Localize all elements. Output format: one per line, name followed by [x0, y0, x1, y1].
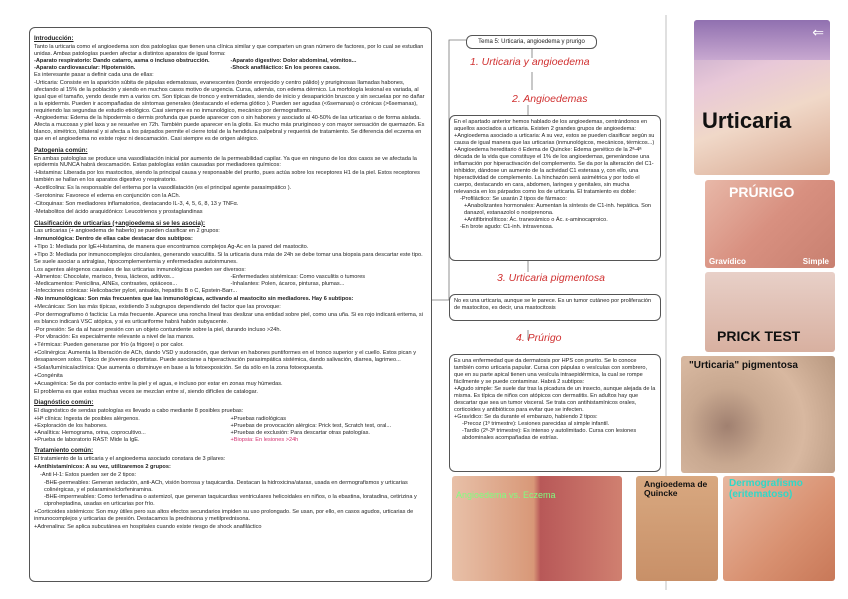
agente-medicamentos: -Medicamentos: Penicilina, AINEs, contrastes, opiáceos... [34, 281, 178, 288]
pigmentosa-image [681, 356, 835, 473]
patogenia-citoquinas: -Citoquinas: Son mediadores inflamatorios, destacando IL-3, 4, 5, 6, 8, 13 y TNFα. [34, 200, 239, 207]
pigmentosa-box [449, 294, 661, 321]
agente-alimentos: -Alimentos: Chocolate, marisco, fresa, lácteos, aditivos... [34, 274, 175, 281]
diag-exclusion: +Pruebas de exclusión: Para descartar otras patologías. [230, 429, 370, 436]
diag-rast: +Prueba de laboratorio RAST: Mide la IgE. [34, 436, 140, 443]
prurigo-tardio: -Tardío (2º-3º trimestre): Es intenso y autolimitado. Cursa con lesiones abdominales acompañadas de estrías. [462, 427, 637, 441]
patogenia-text: En ambas patologías se produce una vasodilatación inicial por aumento de la permeabilidad capilar. Ya que en ninguno de los dos casos se ve afectada la epidermis NUNCA habrá descamación. Estas patologías están causadas por mediadores químicos: [34, 155, 417, 169]
quincke-label: Angioedema de Quincke [644, 479, 708, 499]
prurigo-precoz: -Precoz (1º trimestre): Lesiones parecidas al simple infantil. [462, 420, 610, 427]
diag-exploracion: +Exploración de los habones. [34, 422, 108, 429]
urticaria-definition: -Urticaria: Consiste en la aparición súbita de pápulas edematosas, evanescentes (borde enrojecido y centro pálido) y pruriginosas llamadas habones, afectando al 15% de la población y siendo en muchos casos motivo de urgencia. Cursa, además, con edema dérmico. La morfología lesional es variada, al igual que el tamaño, yendo desde mm a varios cm. Son típicas de tronco y extremidades, siendo de inicio y desaparición bruscos y sin secuelas por no dañar a la epidermis. Pueden ir acompañadas de síntomas generales (destacando el edema glótico ). Pueden ser agudas (<6semanas) o crónicas (>6semanas), requiriendo las segundas de estudio etiológico. Casi siempre es no inmunológico, mecánico por dermografismo. [34, 80, 425, 114]
trat-antihistaminicos: +Antihistamínicos: A su vez, utilizaremos 2 grupos: [34, 463, 171, 470]
intro-heading: Introducción: [34, 35, 74, 42]
trat-corticoides: +Corticoides sistémicos: Son muy útiles pero sus altos efectos secundarios impiden su uso prolongado. Se usan, por ello, en casos agudos, urticarias de inmunocomplejos y urticarias de presión. Destacamos la prednisona y metilprednisona. [34, 509, 414, 522]
prurigo-label: PRÚRIGO [729, 184, 795, 200]
quincke-image [636, 476, 718, 581]
clasificacion-heading: Clasificación de urticarias (+angioedema si se les asocia): [34, 219, 206, 227]
clasif-presion: -Por presión: Se da al hacer presión con un objeto contundente sobre la piel, durando incluso >24h. [34, 326, 282, 333]
clasif-tipo3: +Tipo 3: Mediada por inmunocomplejos circulantes, generando vasculitis. Si la urticaria dura más de 24h se debe tomar una biopsia para descartar este tipo. Se suele asociar a artralgias, hipocomplementemia y enfermedades autoinmunes. [34, 251, 423, 265]
patogenia-acetilcolina: -Acetilcolina: Es la responsable del eritema por la vasodilatación (es el principal agente parasimpático ). [34, 185, 292, 191]
clasif-no-inmunologica: -No inmunológicas: Son más frecuentes que las inmunológicas, activando al mastocito sin mediadores. Hay 6 subtipos: [34, 296, 354, 302]
prick-test-label: PRICK TEST [717, 328, 801, 344]
dermografismo-image [723, 476, 835, 581]
diag-provocacion: +Pruebas de provocación alérgica: Prick test, Scratch test, oral... [230, 422, 392, 429]
tratamiento-heading: Tratamiento común: [34, 447, 94, 455]
trat-intro: El tratamiento de la urticaria y el angioedema asociado constara de 3 pilares: [34, 456, 226, 462]
urticaria-image [694, 20, 830, 175]
agente-inhalantes: -Inhalantes: Polen, ácaros, pinturas, plumas... [230, 281, 345, 288]
clasif-acuagenica: +Acuagénica: Se da por contacto entre la piel y el agua, e incluso por estar en zonas muy húmedas. [34, 380, 283, 387]
angio-asociado: +Angioedema asociado a urticaria: A su vez, estos se pueden clasificar según su causa de igual manera que las urticarias (inmunológicos, mecánicos, térmicos...) [454, 132, 655, 146]
histology-band [694, 20, 830, 60]
angio-eczema-label: Angioedema vs. Eczema [456, 490, 556, 500]
patogenia-histamina: -Histamina: Liberada por los mastocitos, siendo la principal causa y responsable del prurito, pues actúa sobre los receptores H1 de la piel. Estos receptores también se hallan en los aparatos digestivo y respiratorio. [34, 170, 420, 184]
angio-brote: -En brote agudo: C1-inh. intravenosa. [460, 223, 554, 230]
section-2-heading: 2. Angioedemas [512, 93, 588, 105]
prurigo-box [449, 354, 661, 472]
aparato-resp: -Aparato respiratorio: Dando catarro, asma o incluso obstrucción. [34, 58, 210, 65]
gravidico-label: Gravídico [709, 257, 746, 266]
angio-text: En el apartado anterior hemos hablado de los angioedemas, centrándonos en aquellos asociados a urticaria. Existen 2 grandes grupos de angioedema: [454, 119, 648, 132]
prick-test-image [705, 272, 835, 352]
patogenia-metabolitos: -Metabolitos del ácido araquidónico: Leucotrienos y prostaglandinas [34, 208, 203, 215]
aparato-dig: -Aparato digestivo: Dolor abdominal, vómitos... [230, 58, 357, 65]
patogenia-serotonina: -Serotonina: Favorece el edema en conjunción con la ACh. [34, 192, 181, 199]
clasif-dermografismo: -Por dermografismo ó facticia: La más frecuente. Aparece una roncha lineal tras deslizar una entidad sobre piel, como una uña. Si es rojo indicará eritema, si es blanco indicará VSC atópica, y si es urticariforme habrá habón subyacente. [34, 311, 423, 325]
clasif-vibracion: -Por vibración: Es especialmente relevante a nivel de las manos. [34, 334, 195, 341]
prurigo-text: Es una enfermedad que da dermatosis por HPS con prurito. Se lo conoce también como urticaria papular. Cursa con pápulas o vesículas con sombrero, que en su parte apical tienen una vesícula intraepidérmica, la cual se rompe fácilmente y se puede contaminar. Habrá 2 subtipos: [454, 358, 648, 385]
clasif-inmunologica: -Inmunológica: Dentro de ellas cabe destacar dos subtipos: [34, 236, 193, 242]
simple-label: Simple [802, 257, 829, 266]
section-1-heading: 1. Urticaria y angioedema [470, 56, 590, 68]
aparato-cv: -Aparato cardiovascular: Hipotensión. [34, 65, 136, 72]
trat-bhe-impermeables: -BHE-impermeables: Como terfenadina o astemizol, que generan taquicardias ventriculares helicoidales en niños, o la ebastina, loratadina, cetirizina y ciproheptadina, usadas en urticarias por frío. [44, 494, 417, 508]
angio-profilactico: -Profiláctico: Se usarán 2 tipos de fármaco: [460, 195, 567, 202]
prurigo-image [705, 180, 835, 268]
clasif-termicas: +Térmicas: Pueden generarse por frío (a frigore) o por calor. [34, 342, 184, 349]
clasif-mecanicas: +Mecánicas: Son las más típicas, existiendo 3 subgrupos dependiendo del factor que las provoque: [34, 303, 281, 310]
angioedema-eczema-image [452, 476, 622, 581]
diag-biopsia: +Biopsia: En lesiones >24h [230, 436, 299, 443]
section-4-heading: 4. Prúrigo [516, 332, 562, 344]
patogenia-heading: Patogenia común: [34, 146, 88, 154]
clasif-final: El problema es que estas muchas veces se mezclan entre sí, siendo difíciles de catalogar. [34, 388, 258, 395]
angioedema-definition: -Angioedema: Edema de la hipodermis o dermis profunda que puede aparecer con o sin habones y asociado al 40-50% de las urticarias o de forma aislada. Afecta a mucosas y piel laxa y se resuelve en 72h. También puede aparecer en la glotis. Es mucho más pruriginoso y con mayor sensación de quemazón. Es blanco, simétrico, bilateral y si afecta a los párpados permite el cierre total de la hendidura palpebral y requerirá de tratamiento. Se diferencia del eczema en que en el angioedema no existe rojez ni descamación. Casi siempre es de origen alérgico. [34, 115, 425, 142]
prurigo-agudo: +Agudo simple: Se suele dar tras la picadura de un insecto, aunque alejada de la misma. Es típica de niños con atópicos con dermatitis. En adultos hay que descartar que sea un tumor visceral. Se trata con antihistamínicos orales, corticoides y antibióticos para evitar que se infecten. [454, 385, 656, 413]
topic-title-box [466, 35, 597, 49]
agente-infecciones: -Infecciones crónicas: Helicobacter pylori, anisakis, hepatitis B o C, Epstein-Barr... [34, 288, 238, 295]
clasif-agentes: Los agentes alérgenos causales de las urticarias inmunológicas pueden ser diversos: [34, 266, 246, 273]
trat-adrenalina: +Adrenalina: Se aplica subcutánea en hospitales cuando existe riesgo de shock anafiláctico [34, 523, 262, 530]
diag-intro: El diagnóstico de sendas patologías es llevado a cabo mediante 8 posibles pruebas: [34, 408, 244, 414]
angio-hereditario: +Angioedema hereditario ó Edema de Quincke: Edema genético de la 2ª-4ª década de la vida que constituye el 1% de los angioedemas, generándose una inflamación por hiperactivación del complemento. Se da por la alteración del C1-inhibidor, dándose un aumento de la actividad C1 esterasa y, con ello, una hiperactividad de complemento. La hinchazón será asimétrica y por todo el cuerpo, destacando en cara, abdomen, laringes y genitales, sin mucha relevancia en los párpados como los de urticaria. El tratamiento es doble: [454, 146, 654, 195]
clasif-congenita: +Congénita [34, 372, 63, 379]
arrow-icon: ⇐ [812, 24, 824, 40]
diag-analitica: +Analítica: Hemograma, orina, coprocultivo... [34, 429, 146, 436]
topic-title: Tema 5: Urticaria, angioedema y prurigo [478, 39, 585, 45]
angioedema-box [449, 115, 661, 261]
agente-enfermedades: -Enfermedades sistémicas: Como vasculitis o tumores [230, 274, 366, 281]
diag-radiologicas: +Pruebas radiológicas [230, 415, 287, 422]
clasif-intro: Las urticarias (+ angioedema de haberlo) se pueden clasificar en 2 grupos: [34, 228, 220, 235]
pigmentosa-label: "Urticaria" pigmentosa [689, 360, 798, 371]
diag-historia: +Hª clínica: Ingesta de posibles alérgenos. [34, 415, 140, 422]
clasif-colinergica: +Colinérgica: Aumenta la liberación de ACh, dando VSD y sudoración, que derivan en habones puntiformes en el tronco superior y el cuello. Estos pican y desaparecen solos. Típico de jóvenes deportistas. Puede asociarse a hiperactivación parasimpática sistémica, dando salivación, diarrea, lagrimeo... [34, 350, 416, 363]
angio-antifibrinoliticos: +Antifibrinolíticos: Ác. tranexámico o Ác. ε-aminocaproico. [464, 216, 608, 223]
pigmentosa-text: No es una urticaria, aunque se le parece. Es un tumor cutáneo por proliferación de mastocitos, es decir, una mastocitosis [454, 298, 652, 311]
prurigo-gravidico: +Gravídico: Se da durante el embarazo, habiendo 2 tipos: [454, 413, 598, 420]
intro-text: Tanto la urticaria como el angioedema son dos patologías que tienen una clínica similar y que comparten un gran número de factores, por lo cual se estudian unidas. Ambas patologías pueden afectar a distintos aparatos de igual forma: [34, 43, 424, 57]
trat-anti-h1: -Anti H-1: Estos pueden ser de 2 tipos: [40, 471, 137, 478]
diagnostico-heading: Diagnóstico común: [34, 399, 94, 407]
shock-text: -Shock anafiláctico: En los peores casos. [230, 65, 341, 72]
section-3-heading: 3. Urticaria pigmentosa [497, 272, 605, 284]
clasif-tipo1: +Tipo 1: Mediada por IgE+Histamina, de manera que encontramos complejos Ag-Ac en la pared del mastocito. [34, 243, 309, 250]
clasif-solar: +Solar/lumínica/actínica: Que aumenta o disminuye en base a la fotoexposición. Se da sólo en la zona fotoexpuesta. [34, 364, 324, 371]
trat-bhe-permeables: -BHE-permeables: Generan sedación, anti-ACh, visión borrosa y taquicardia. Destacan la hidroxicina/atarax, usada en dermografismos y urticarias colinérgicas, y el polaramine/clorfeniramina. [44, 479, 408, 493]
angio-anabolizantes: +Anabolizantes hormonales: Aumentan la síntesis de C1-inh. hepática. Son danazol, estanazolol o noxiprenona. [464, 202, 652, 216]
interesante-text: Es interesante pasar a definir cada una de ellas: [34, 72, 154, 79]
urticaria-label: Urticaria [702, 108, 792, 133]
dermografismo-label: Dermografismo (eritematoso) [729, 478, 803, 500]
